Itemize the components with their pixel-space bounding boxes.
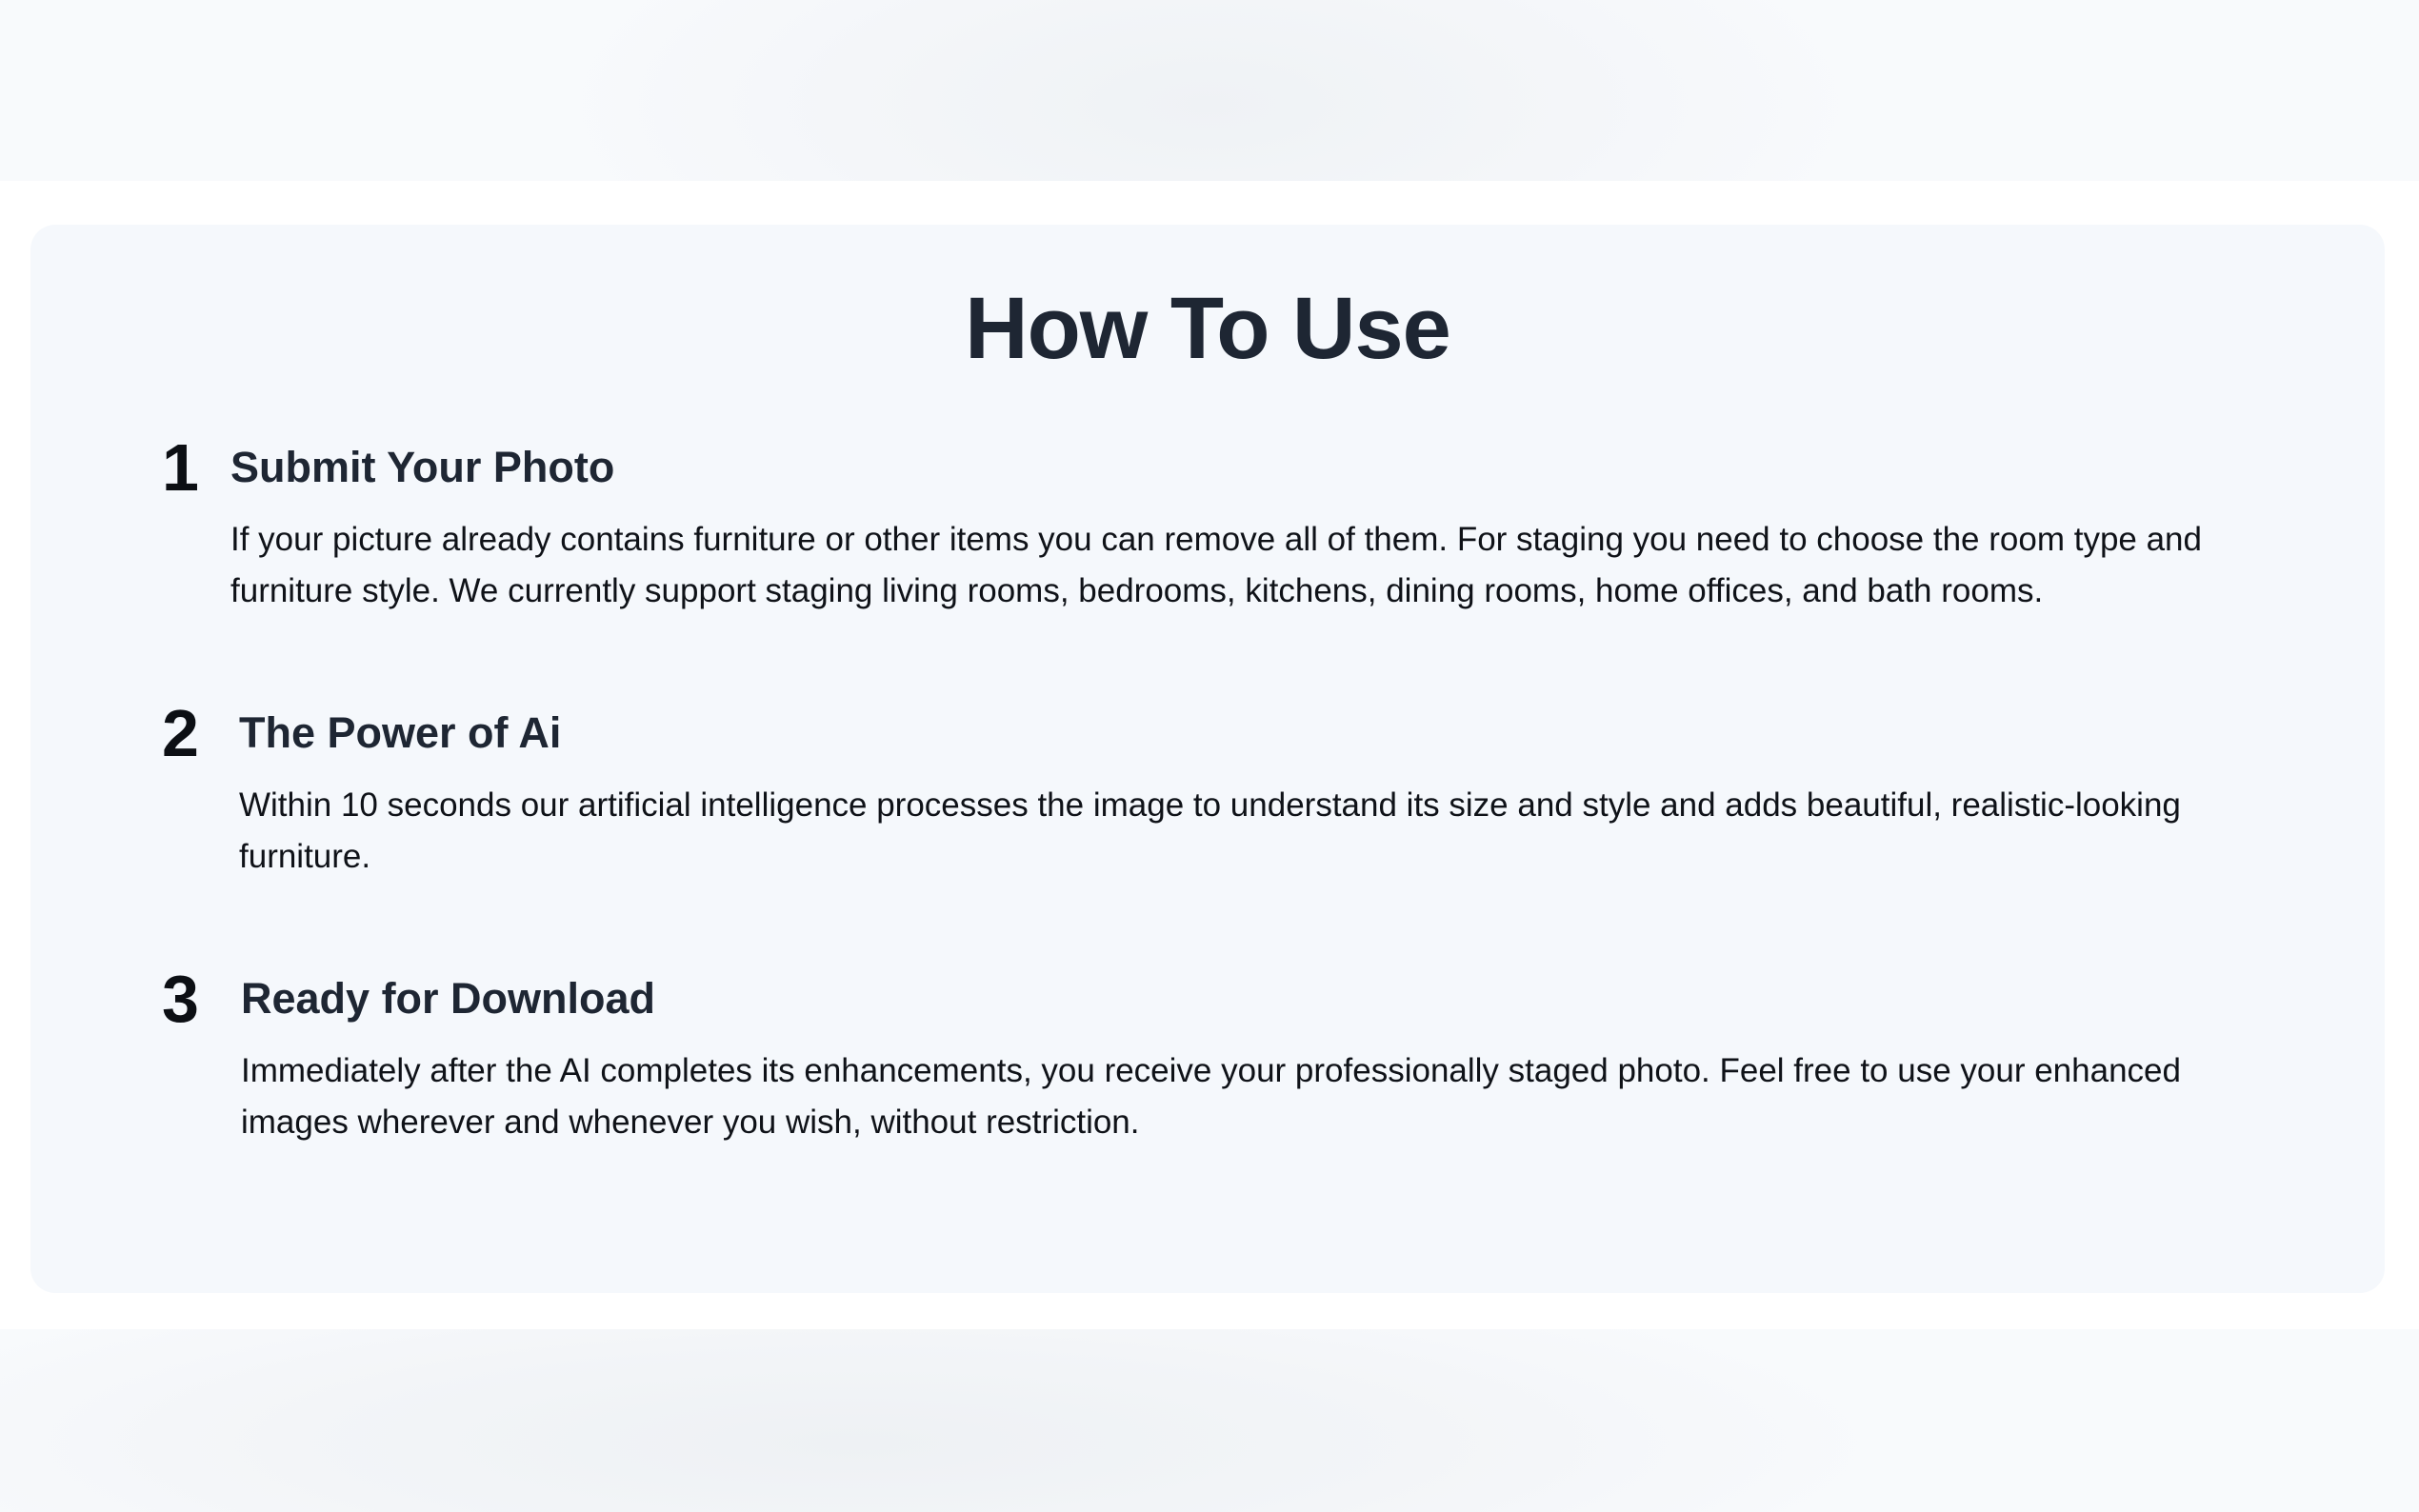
step-title: The Power of Ai: [239, 708, 562, 757]
step-description: Immediately after the AI completes its enhancements, you receive your professionally staged photo. Feel free to use your enhanced images wherever and whenever you wish, without restriction.: [241, 1052, 2181, 1141]
how-to-use-card: [30, 225, 2385, 1293]
step-content: [239, 700, 2287, 883]
step-number: 3: [162, 962, 199, 1036]
step-description: If your picture already contains furniture or other items you can remove all of them. For staging you need to choose the room type and furniture style. We currently support staging living rooms, bedrooms, kitchens, dining rooms, home offices, and bath rooms.: [230, 521, 2202, 609]
step-content: [230, 434, 2278, 617]
step-title: Submit Your Photo: [230, 443, 615, 491]
step-content: [241, 965, 2289, 1148]
step-description: Within 10 seconds our artificial intelligence processes the image to understand its size and style and adds beautiful, realistic-looking furniture.: [239, 786, 2181, 875]
section-title: How To Use: [965, 280, 1450, 377]
step-number: 2: [162, 696, 199, 770]
step-title: Ready for Download: [241, 974, 656, 1023]
bottom-background-band: [0, 1329, 2419, 1512]
step-number: 1: [162, 430, 199, 505]
top-background-band: [0, 0, 2419, 181]
